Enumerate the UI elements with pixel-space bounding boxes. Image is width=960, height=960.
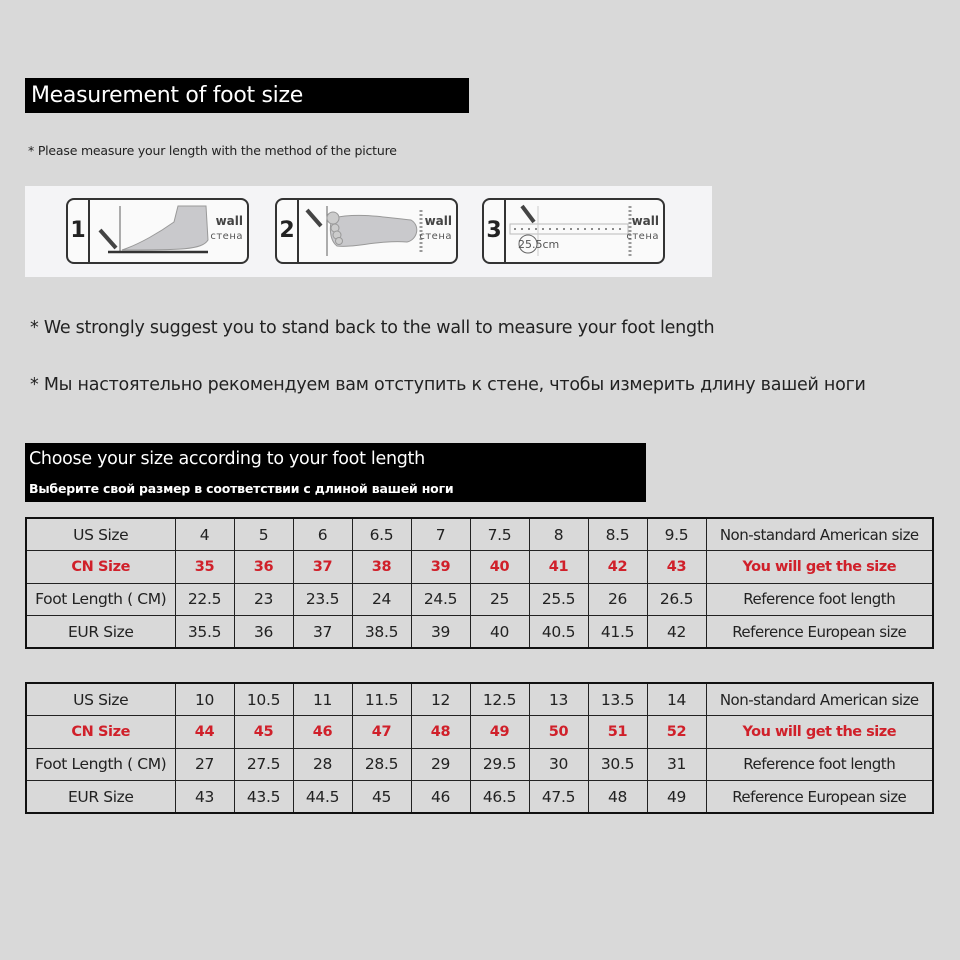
size-cell: 40	[470, 551, 529, 584]
size-cell: 44	[175, 716, 234, 749]
row-description: Reference European size	[706, 616, 933, 649]
row-label: EUR Size	[26, 781, 175, 814]
size-cell: 26.5	[647, 583, 706, 616]
size-cell: 42	[588, 551, 647, 584]
size-cell: 43	[175, 781, 234, 814]
eur-size-row	[26, 781, 933, 814]
us-size-row	[26, 683, 933, 716]
size-cell: 12.5	[470, 683, 529, 716]
size-cell: 29.5	[470, 748, 529, 781]
us-size-row	[26, 518, 933, 551]
wall-label: wall	[631, 214, 659, 228]
cn-size-row	[26, 716, 933, 749]
size-cell: 25.5	[529, 583, 588, 616]
size-cell: 40	[470, 616, 529, 649]
size-cell: 26	[588, 583, 647, 616]
measurement-illustration	[25, 186, 712, 277]
size-cell: 41	[529, 551, 588, 584]
step-1-panel	[66, 198, 249, 264]
size-cell: 52	[647, 716, 706, 749]
size-table-1	[25, 517, 934, 649]
size-cell: 50	[529, 716, 588, 749]
size-cell: 27	[175, 748, 234, 781]
size-cell: 37	[293, 551, 352, 584]
size-cell: 36	[234, 616, 293, 649]
measurement-value: 25.5cm	[518, 238, 560, 251]
size-cell: 10	[175, 683, 234, 716]
row-description: Reference European size	[706, 781, 933, 814]
row-label: CN Size	[26, 716, 175, 749]
row-label: Foot Length ( CM)	[26, 748, 175, 781]
size-cell: 27.5	[234, 748, 293, 781]
size-cell: 38.5	[352, 616, 411, 649]
size-cell: 7	[411, 518, 470, 551]
size-cell: 46	[293, 716, 352, 749]
row-description: You will get the size	[706, 716, 933, 749]
size-cell: 11	[293, 683, 352, 716]
row-label: Foot Length ( CM)	[26, 583, 175, 616]
size-cell: 42	[647, 616, 706, 649]
size-cell: 36	[234, 551, 293, 584]
size-cell: 47	[352, 716, 411, 749]
size-cell: 39	[411, 616, 470, 649]
step-number: 1	[68, 200, 90, 262]
size-cell: 48	[588, 781, 647, 814]
row-label: US Size	[26, 683, 175, 716]
size-cell: 10.5	[234, 683, 293, 716]
wall-label-ru: стена	[210, 231, 243, 242]
size-cell: 31	[647, 748, 706, 781]
size-cell: 28	[293, 748, 352, 781]
size-cell: 12	[411, 683, 470, 716]
row-label: CN Size	[26, 551, 175, 584]
step-number: 3	[484, 200, 506, 262]
size-cell: 30	[529, 748, 588, 781]
size-cell: 35	[175, 551, 234, 584]
size-cell: 14	[647, 683, 706, 716]
size-cell: 51	[588, 716, 647, 749]
size-cell: 6	[293, 518, 352, 551]
size-cell: 44.5	[293, 781, 352, 814]
size-cell: 22.5	[175, 583, 234, 616]
size-cell: 8.5	[588, 518, 647, 551]
eur-size-row	[26, 616, 933, 649]
size-cell: 46	[411, 781, 470, 814]
row-description: Non-standard American size	[706, 518, 933, 551]
size-cell: 23	[234, 583, 293, 616]
size-cell: 45	[352, 781, 411, 814]
size-cell: 49	[470, 716, 529, 749]
foot-side-view-icon	[90, 200, 210, 262]
wall-label-ru: стена	[419, 231, 452, 242]
foot-length-row	[26, 583, 933, 616]
foot-top-view-icon	[299, 200, 429, 262]
suggestion-ru: * Мы настоятельно рекомендуем вам отступить к стене, чтобы измерить длину вашей ноги	[30, 375, 866, 395]
wall-label: wall	[215, 214, 243, 228]
step-2-panel	[275, 198, 458, 264]
size-cell: 37	[293, 616, 352, 649]
row-description: Non-standard American size	[706, 683, 933, 716]
size-cell: 46.5	[470, 781, 529, 814]
cn-size-row	[26, 551, 933, 584]
row-description: You will get the size	[706, 551, 933, 584]
step-3-panel	[482, 198, 665, 264]
size-cell: 13	[529, 683, 588, 716]
step-number: 2	[277, 200, 299, 262]
size-cell: 4	[175, 518, 234, 551]
foot-length-row	[26, 748, 933, 781]
size-cell: 8	[529, 518, 588, 551]
size-cell: 48	[411, 716, 470, 749]
size-cell: 6.5	[352, 518, 411, 551]
size-cell: 29	[411, 748, 470, 781]
suggestion-en: * We strongly suggest you to stand back to the wall to measure your foot length	[30, 318, 715, 338]
size-cell: 49	[647, 781, 706, 814]
size-cell: 9.5	[647, 518, 706, 551]
choose-size-title: Choose your size according to your foot length	[29, 449, 425, 469]
size-cell: 13.5	[588, 683, 647, 716]
size-cell: 40.5	[529, 616, 588, 649]
choose-size-subtitle-ru: Выберите свой размер в соответствии с длиной вашей ноги	[29, 481, 454, 496]
size-cell: 45	[234, 716, 293, 749]
size-cell: 7.5	[470, 518, 529, 551]
wall-label: wall	[424, 214, 452, 228]
size-cell: 11.5	[352, 683, 411, 716]
ruler-measure-icon	[506, 200, 636, 262]
size-cell: 38	[352, 551, 411, 584]
row-label: EUR Size	[26, 616, 175, 649]
size-cell: 30.5	[588, 748, 647, 781]
size-cell: 39	[411, 551, 470, 584]
row-label: US Size	[26, 518, 175, 551]
size-cell: 25	[470, 583, 529, 616]
size-cell: 24	[352, 583, 411, 616]
size-cell: 24.5	[411, 583, 470, 616]
size-cell: 23.5	[293, 583, 352, 616]
choose-size-banner	[25, 443, 646, 502]
size-cell: 5	[234, 518, 293, 551]
size-cell: 43.5	[234, 781, 293, 814]
size-cell: 43	[647, 551, 706, 584]
wall-label-ru: стена	[626, 231, 659, 242]
size-cell: 28.5	[352, 748, 411, 781]
page-title: Measurement of foot size	[25, 78, 469, 113]
size-cell: 41.5	[588, 616, 647, 649]
measure-instruction: * Please measure your length with the method of the picture	[28, 143, 397, 158]
size-cell: 35.5	[175, 616, 234, 649]
size-cell: 47.5	[529, 781, 588, 814]
row-description: Reference foot length	[706, 583, 933, 616]
size-table-2	[25, 682, 934, 814]
row-description: Reference foot length	[706, 748, 933, 781]
